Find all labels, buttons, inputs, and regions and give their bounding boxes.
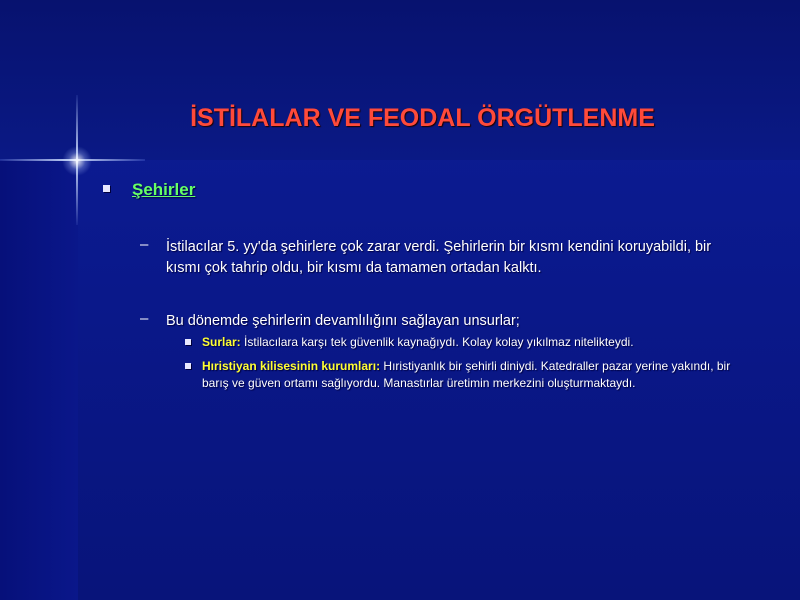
subpoint-item	[202, 334, 762, 351]
point-text: Bu dönemde şehirlerin devamlılığını sağlayan unsurlar;	[166, 313, 520, 329]
section-heading: Şehirler	[132, 180, 196, 199]
square-bullet-icon	[185, 363, 191, 369]
subpoint-text: Hıristiyanlık bir şehirli diniydi. Katedraller pazar yerine yakındı, bir barış ve güven ortamı sağlıyordu. Manastırlar üretimin merkezini oluşturmaktaydı.	[202, 359, 731, 390]
point-text: İstilacılar 5. yy'da şehirlere çok zarar verdi. Şehirlerin bir kısmı kendini koruyabildi, bir kısmı çok tahrip oldu, bir kısmı da tamamen ortadan kalktı.	[166, 239, 712, 276]
slide-title: İSTİLALAR VE FEODAL ÖRGÜTLENME	[190, 104, 655, 132]
square-bullet-icon	[103, 185, 110, 192]
square-bullet-icon	[185, 339, 191, 345]
subpoint-text: İstilacılara karşı tek güvenlik kaynağıydı. Kolay kolay yıkılmaz nitelikteydi.	[244, 335, 634, 349]
subpoint-label: Hıristiyan kilisesinin kurumları:	[202, 359, 381, 373]
subpoint-label: Surlar:	[202, 335, 241, 349]
sparkle-glow-icon	[62, 146, 92, 176]
dash-bullet-icon: –	[140, 236, 149, 253]
left-band	[0, 160, 78, 600]
subpoint-item	[202, 358, 742, 392]
dash-bullet-icon: –	[140, 310, 149, 327]
title-band	[0, 0, 800, 160]
